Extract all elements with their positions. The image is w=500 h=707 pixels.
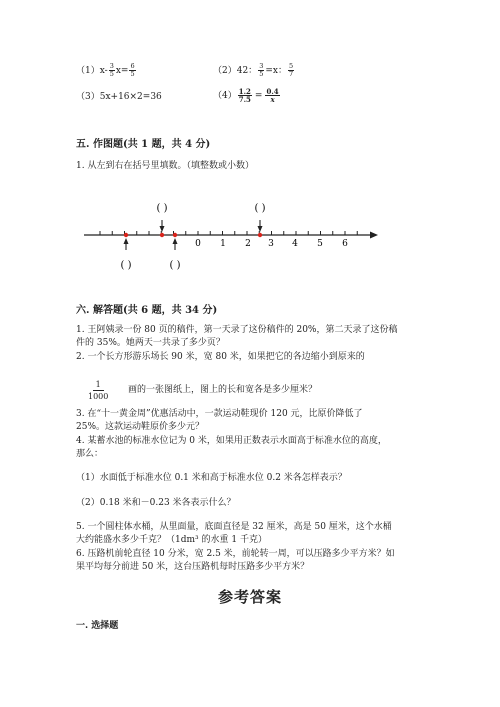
fraction-den: 5 [130,70,135,78]
section-6-heading: 六. 解答题(共 6 题，共 34 分) [76,305,218,316]
tick-label: 4 [292,239,298,249]
question-3-line-2: 25%。这款运动鞋原价多少元？ [76,422,205,432]
question-6-line-2: 果平均每分前进 50 米，这台压路机每时压路多少平方米？ [76,562,310,572]
question-3-line-1: 3. 在“十一黄金周”优惠活动中，一款运动鞋现价 120 元，比原价降低了 [76,409,363,419]
tick-label: 6 [342,239,348,249]
fraction-num: 1.2 [238,87,251,96]
arrow-right-icon [370,232,378,239]
point-marker [173,233,177,237]
question-4-sub-1: （1）水面低于标准水位 0.1 米和高于标准水位 0.2 米各怎样表示？ [76,473,347,483]
tick-labels [195,239,348,249]
answer-blank-bottom[interactable]: ( ) [120,260,132,271]
fraction [288,63,294,78]
fraction-one-thousandth [88,379,108,402]
tick-label: 1 [220,239,226,249]
question-4-line-2: 那么： [76,449,104,459]
section-5-heading: 五. 作图题(共 1 题，共 4 分) [76,139,211,150]
answer-blank-top[interactable]: ( ) [156,203,168,214]
eq-text: x- [99,66,108,76]
eq-text: x= [115,66,129,76]
fraction-den: 1000 [88,392,109,401]
eq-text: 42： [236,66,258,76]
question-6-line-1: 6. 压路机前轮直径 10 分米，宽 2.5 米，前轮转一周，可以压路多少平方米？如 [76,549,395,559]
question-1-line-2: 件的 35%。她两天一共录了多少页？ [76,338,225,348]
answer-blank-top[interactable]: ( ) [254,203,266,214]
question-2-line-1: 2. 一个长方形游乐场长 90 米，宽 80 米，如果把它的各边缩小到原来的 [76,352,365,362]
point-marker [160,233,164,237]
fraction-num: 6 [130,62,135,70]
answers-subheading: 一. 选择题 [76,621,119,631]
fraction [265,88,279,103]
fraction [238,88,252,103]
fraction-num: 1 [93,379,104,391]
eq-label: （1） [76,66,100,76]
question-4-line-1: 4. 某蓄水池的标准水位记为 0 米，如果用正数表示水面高于标准水位的高度， [76,436,387,446]
number-line [0,195,500,275]
eq-text: =x： [265,66,287,76]
fraction-num: 3 [259,62,264,70]
fraction [109,63,115,78]
point-marker [124,233,128,237]
fraction-den: 7.5 [238,95,251,104]
question-4-sub-2: （2）0.18 米和－0.23 米各表示什么？ [76,498,236,508]
question-5-line-1: 5. 一个圆柱体水桶，从里面量，底面直径是 32 厘米，高是 50 厘米，这个水桶 [76,522,392,532]
fraction-den: 5 [109,70,114,78]
eq-label: （4） [213,91,237,101]
tick-label: 3 [268,239,274,249]
fraction-den: 7 [288,70,294,78]
fraction-den: 5 [259,70,264,78]
eq-text: = [254,91,263,101]
equation-2 [213,63,295,78]
point-marker [258,233,262,237]
equation-4 [213,88,281,103]
eq-label: （2） [213,66,237,76]
fraction-num: 0.4 [266,87,279,96]
question-2-line-2: 画的一张图纸上，图上的长和宽各是多少厘米？ [128,385,318,395]
equation-1 [76,63,137,78]
tick-label: 5 [317,239,323,249]
equation-3: （3）5x+16×2=36 [76,92,162,102]
section-5-question-1: 1. 从左到右在括号里填数。（填整数或小数） [76,161,254,171]
question-5-line-2: 大约能盛水多少千克？（1dm³ 的水重 1 千克） [76,535,267,545]
answer-blank-bottom[interactable]: ( ) [169,260,181,271]
fraction [258,63,264,78]
tick-label: 2 [245,239,251,249]
fraction-den: x [270,95,275,104]
tick-label: 0 [195,239,201,249]
question-1-line-1: 1. 王阿姨录一份 80 页的稿件，第一天录了这份稿件的 20%，第二天录了这份稿 [76,325,398,335]
fraction [129,63,135,78]
fraction-num: 5 [288,62,294,70]
arrow-down-icon [160,226,165,232]
arrow-down-icon [258,226,263,232]
answers-title: 参考答案 [217,588,282,606]
arrow-up-icon [124,238,129,244]
fraction-num: 3 [109,62,114,70]
arrow-up-icon [173,238,178,244]
